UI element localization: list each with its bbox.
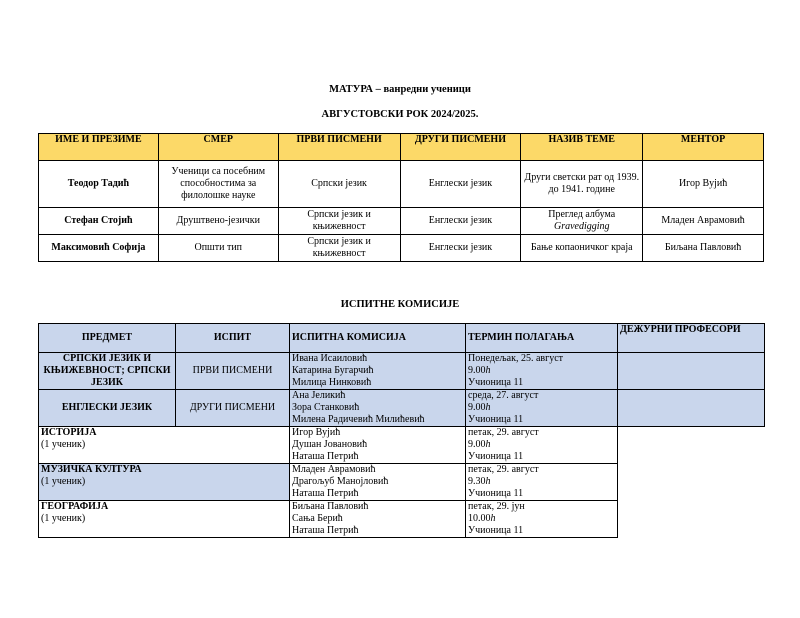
student-first-exam: Српски језик и књижевност [278,235,400,262]
commissions-header-row [39,324,765,353]
table-row [39,501,765,538]
header-schedule: ТЕРМИН ПОЛАГАЊА [466,324,618,353]
exam-date: среда, 27. август [468,390,539,401]
commission-members [290,353,466,390]
student-track: Ученици са посебним способностима за филолошке науке [158,161,278,208]
commission-member: Душан Јовановић [292,439,368,450]
student-second-exam: Енглески језик [400,235,521,262]
exam-time-suffix: h [485,439,491,450]
student-first-exam: Српски језик [278,161,400,208]
commission-member: Наташа Петрић [292,525,359,536]
header-first-exam: ПРВИ ПИСМЕНИ [278,134,400,161]
student-name: Стефан Стојић [39,208,159,235]
commission-members [290,427,466,464]
header-exam: ИСПИТ [176,324,290,353]
commission-exam: ДРУГИ ПИСМЕНИ [176,390,290,427]
exam-room: Учионица 11 [468,488,524,499]
exam-room: Учионица 11 [468,414,524,425]
header-duty-teachers: ДЕЖУРНИ ПРОФЕСОРИ [618,324,765,353]
commission-subject [39,464,290,501]
subject-name: ГЕОГРАФИЈА [41,501,109,512]
commission-subject [39,501,290,538]
exam-room: Учионица 11 [468,525,524,536]
exam-time-value: 9.00 [468,365,486,376]
student-topic [521,235,643,262]
topic-album-name: Gravedigging [553,221,610,232]
table-row [39,235,764,262]
table-row [39,208,764,235]
commission-member: Наташа Петрић [292,451,359,462]
header-topic: НАЗИВ ТЕМЕ [521,134,643,161]
student-name: Максимовић Софија [39,235,159,262]
student-second-exam: Енглески језик [400,208,521,235]
subject-note: (1 ученик) [41,513,86,524]
topic-text: Други светски рат од 1939. до 1941. године [524,172,640,195]
commission-schedule [466,427,618,464]
student-track: Друштвено-језички [158,208,278,235]
header-commission: ИСПИТНА КОМИСИЈА [290,324,466,353]
duty-teachers [618,390,765,427]
exam-time-value: 10.00 [468,513,491,524]
exam-time [468,365,615,377]
empty-cell [618,501,765,538]
commission-member: Зора Станковић [292,402,360,413]
commission-schedule [466,464,618,501]
table-row [39,464,765,501]
table-row [39,390,765,427]
commission-exam: ПРВИ ПИСМЕНИ [176,353,290,390]
exam-time-value: 9.00 [468,439,486,450]
commissions-table [38,323,765,538]
exam-date: петак, 29. јун [468,501,525,512]
exam-date: петак, 29. август [468,464,539,475]
topic-text: Преглед албума [548,209,616,220]
header-mentor: МЕНТОР [643,134,764,161]
exam-time-suffix: h [490,513,496,524]
exam-time-suffix: h [485,402,491,413]
exam-time-value: 9.00 [468,402,486,413]
student-second-exam: Енглески језик [400,161,521,208]
commission-member: Биљана Павловић [292,501,369,512]
subject-note: (1 ученик) [41,439,86,450]
exam-time [468,402,615,414]
exam-time [468,476,615,488]
subject-note: (1 ученик) [41,476,86,487]
commission-member: Младен Аврамовић [292,464,376,475]
header-track: СМЕР [158,134,278,161]
table-row [39,427,765,464]
document-subtitle: АВГУСТОВСКИ РОК 2024/2025. [321,109,479,120]
exam-room: Учионица 11 [468,451,524,462]
exam-time-suffix: h [485,365,491,376]
commission-subject: ЕНГЛЕСКИ ЈЕЗИК [39,390,176,427]
header-name: ИМЕ И ПРЕЗИМЕ [39,134,159,161]
students-table [38,133,764,262]
exam-date: петак, 29. август [468,427,539,438]
commission-members [290,390,466,427]
commission-member: Ивана Исаиловић [292,353,368,364]
empty-cell [618,427,765,464]
commission-subject [39,427,290,464]
table-row [39,353,765,390]
commission-member: Сања Берић [292,513,343,524]
students-header-row [39,134,764,161]
commission-subject: СРПСКИ ЈЕЗИК И КЊИЖЕВНОСТ; СРПСКИ ЈЕЗИК [39,353,176,390]
student-track: Општи тип [158,235,278,262]
commission-member: Милена Радичевић Милићевић [292,414,425,425]
exam-time-value: 9.30 [468,476,486,487]
exam-time-suffix: h [485,476,491,487]
student-topic [521,208,643,235]
commission-member: Милица Нинковић [292,377,372,388]
student-mentor: Младен Аврамовић [643,208,764,235]
commission-schedule [466,353,618,390]
commission-members [290,501,466,538]
commission-members [290,464,466,501]
commissions-title: ИСПИТНЕ КОМИСИЈЕ [340,299,460,310]
exam-room: Учионица 11 [468,377,524,388]
commission-member: Ана Јеликић [292,390,346,401]
table-row [39,161,764,208]
exam-date: Понедељак, 25. август [468,353,564,364]
commission-member: Игор Вујић [292,427,341,438]
empty-cell [618,464,765,501]
commission-member: Катарина Бугарчић [292,365,374,376]
student-topic [521,161,643,208]
commission-schedule [466,501,618,538]
duty-teachers [618,353,765,390]
commission-schedule [466,390,618,427]
commission-member: Наташа Петрић [292,488,359,499]
exam-time [468,439,615,451]
exam-time [468,513,615,525]
topic-text: Бање копаоничког краја [530,242,633,253]
document-title: МАТУРА – ванредни ученици [329,84,471,95]
subject-name: МУЗИЧКА КУЛТУРА [41,464,142,475]
student-mentor: Биљана Павловић [643,235,764,262]
subject-name: ИСТОРИЈА [41,427,97,438]
commission-member: Драгољуб Манојловић [292,476,389,487]
student-first-exam: Српски језик и књижевност [278,208,400,235]
student-name: Теодор Тадић [39,161,159,208]
header-second-exam: ДРУГИ ПИСМЕНИ [400,134,521,161]
student-mentor: Игор Вујић [643,161,764,208]
header-subject: ПРЕДМЕТ [39,324,176,353]
